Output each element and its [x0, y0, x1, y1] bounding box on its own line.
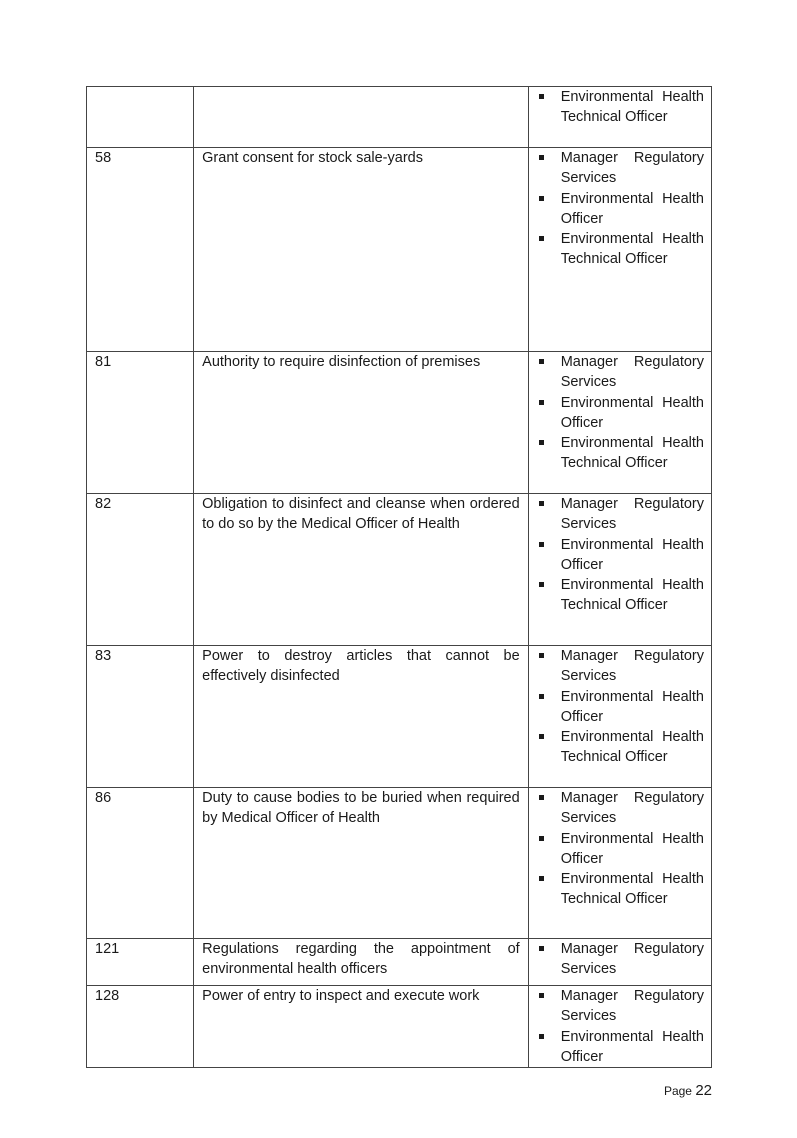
list-item	[537, 986, 704, 1027]
officer-title: Environmental Health Technical Officer	[560, 89, 704, 126]
section-number: 83	[95, 648, 112, 664]
delegation-description: Regulations regarding the appointment of environmental health officers	[202, 941, 520, 978]
square-bullet-icon	[537, 788, 561, 808]
officer-list	[537, 939, 704, 980]
officer-title: Environmental Health Officer	[560, 536, 704, 573]
section-number: 58	[95, 150, 112, 166]
list-item	[537, 939, 704, 980]
list-item	[537, 494, 704, 535]
section-number: 82	[95, 496, 112, 512]
section-number-cell	[87, 939, 194, 986]
list-item	[537, 829, 704, 870]
delegation-description: Power to destroy articles that cannot be effectively disinfected	[202, 648, 520, 685]
section-number: 86	[95, 790, 112, 806]
officer-list	[537, 646, 704, 768]
delegation-description: Duty to cause bodies to be buried when required by Medical Officer of Health	[202, 790, 520, 827]
officers-cell	[528, 788, 711, 939]
list-item	[537, 788, 704, 829]
officer-title: Manager Regulatory Services	[560, 496, 704, 533]
table-row	[87, 939, 712, 986]
list-item	[537, 352, 704, 393]
table-row	[87, 788, 712, 939]
list-item	[537, 646, 704, 687]
officer-title: Manager Regulatory Services	[560, 150, 704, 187]
list-item	[537, 535, 704, 576]
list-item	[537, 87, 704, 128]
section-number: 121	[95, 941, 120, 957]
officer-list	[537, 788, 704, 910]
delegation-description: Obligation to disinfect and cleanse when ordered to do so by the Medical Officer of Health	[202, 496, 520, 533]
square-bullet-icon	[537, 393, 561, 413]
delegation-description: Authority to require disinfection of premises	[202, 354, 481, 370]
list-item	[537, 869, 704, 910]
officer-title: Environmental Health Officer	[560, 190, 704, 227]
section-number-cell	[87, 148, 194, 352]
officer-list	[537, 148, 704, 270]
officers-cell	[528, 986, 711, 1068]
officer-list	[537, 494, 704, 616]
officer-title: Environmental Health Technical Officer	[560, 871, 704, 908]
list-item	[537, 229, 704, 270]
square-bullet-icon	[537, 352, 561, 372]
page-number: 22	[695, 1082, 712, 1099]
officer-title: Manager Regulatory Services	[560, 941, 704, 978]
officer-title: Environmental Health Officer	[560, 1028, 704, 1065]
table-row	[87, 646, 712, 788]
officer-title: Manager Regulatory Services	[560, 988, 704, 1025]
section-number-cell	[87, 87, 194, 148]
list-item	[537, 189, 704, 230]
delegations-table	[86, 86, 712, 1068]
officer-title: Environmental Health Technical Officer	[560, 577, 704, 614]
square-bullet-icon	[537, 646, 561, 666]
section-number: 128	[95, 988, 120, 1004]
page-footer	[640, 1082, 712, 1099]
officer-title: Manager Regulatory Services	[560, 648, 704, 685]
officer-list	[537, 87, 704, 128]
description-cell	[194, 986, 529, 1068]
description-cell	[194, 352, 529, 494]
officers-cell	[528, 87, 711, 148]
section-number: 81	[95, 354, 112, 370]
square-bullet-icon	[537, 687, 561, 707]
description-cell	[194, 788, 529, 939]
list-item	[537, 433, 704, 474]
list-item	[537, 687, 704, 728]
table-row	[87, 986, 712, 1068]
square-bullet-icon	[537, 494, 561, 514]
officer-title: Environmental Health Officer	[560, 830, 704, 867]
description-cell	[194, 646, 529, 788]
table-row	[87, 87, 712, 148]
square-bullet-icon	[537, 829, 561, 849]
section-number-cell	[87, 646, 194, 788]
square-bullet-icon	[537, 939, 561, 959]
square-bullet-icon	[537, 148, 561, 168]
officers-cell	[528, 352, 711, 494]
square-bullet-icon	[537, 433, 561, 453]
list-item	[537, 1027, 704, 1068]
description-cell	[194, 939, 529, 986]
section-number-cell	[87, 788, 194, 939]
officers-cell	[528, 494, 711, 646]
officer-title: Manager Regulatory Services	[560, 354, 704, 391]
delegation-description: Power of entry to inspect and execute work	[202, 988, 480, 1004]
section-number-cell	[87, 986, 194, 1068]
square-bullet-icon	[537, 229, 561, 249]
description-cell	[194, 148, 529, 352]
square-bullet-icon	[537, 575, 561, 595]
officer-title: Environmental Health Technical Officer	[560, 729, 704, 766]
officers-cell	[528, 646, 711, 788]
square-bullet-icon	[537, 986, 561, 1006]
description-cell	[194, 87, 529, 148]
officer-list	[537, 986, 704, 1067]
square-bullet-icon	[537, 1027, 561, 1047]
delegation-description: Grant consent for stock sale-yards	[202, 150, 423, 166]
officer-title: Environmental Health Technical Officer	[560, 435, 704, 472]
square-bullet-icon	[537, 869, 561, 889]
officers-cell	[528, 939, 711, 986]
officers-cell	[528, 148, 711, 352]
description-cell	[194, 494, 529, 646]
section-number-cell	[87, 494, 194, 646]
officer-title: Manager Regulatory Services	[560, 790, 704, 827]
officer-title: Environmental Health Technical Officer	[560, 231, 704, 268]
list-item	[537, 727, 704, 768]
officer-title: Environmental Health Officer	[560, 688, 704, 725]
delegations-table-body	[87, 87, 712, 1068]
list-item	[537, 575, 704, 616]
square-bullet-icon	[537, 727, 561, 747]
table-row	[87, 494, 712, 646]
square-bullet-icon	[537, 87, 561, 107]
table-row	[87, 148, 712, 352]
officer-title: Environmental Health Officer	[560, 394, 704, 431]
table-row	[87, 352, 712, 494]
square-bullet-icon	[537, 535, 561, 555]
section-number-cell	[87, 352, 194, 494]
page-label: Page	[663, 1084, 692, 1098]
officer-list	[537, 352, 704, 474]
square-bullet-icon	[537, 189, 561, 209]
list-item	[537, 148, 704, 189]
list-item	[537, 393, 704, 434]
